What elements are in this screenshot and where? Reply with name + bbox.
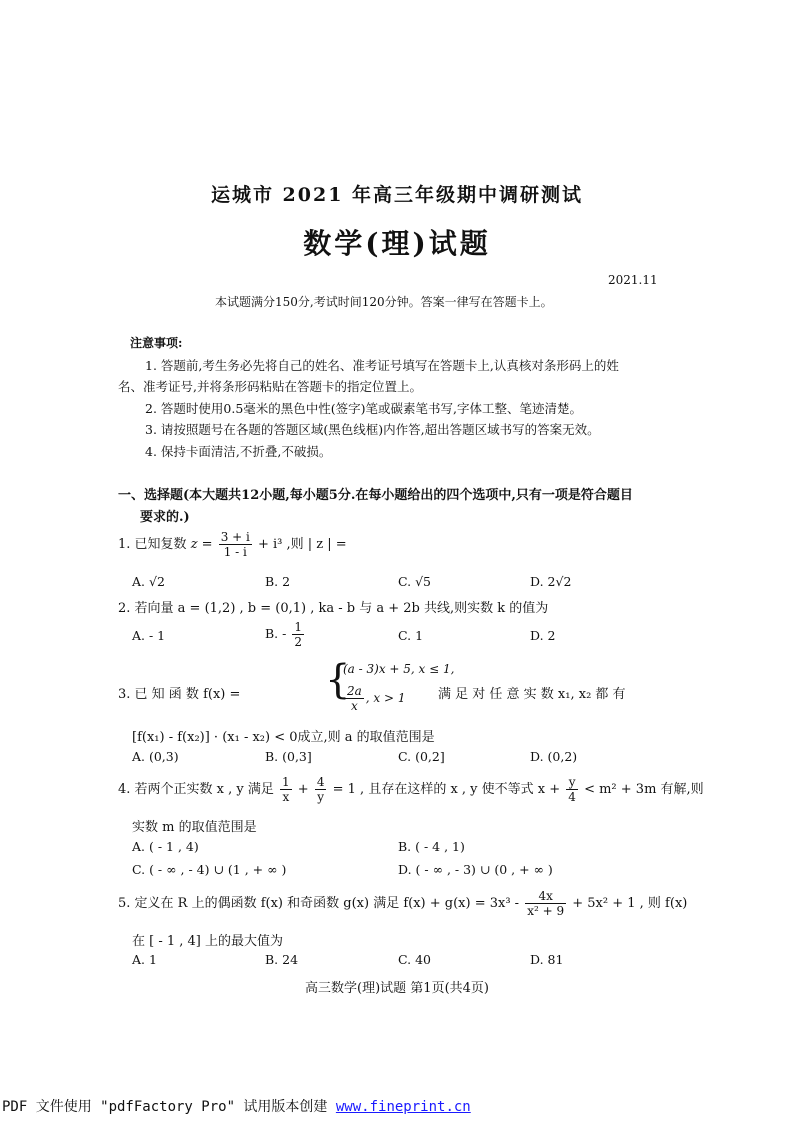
q3-piece-2: [343, 684, 406, 713]
q1-prefix: 1. 已知复数: [118, 537, 187, 552]
q3-option-a: A. (0,3): [132, 749, 179, 764]
q5-suffix: + 5x² + 1 , 则 f(x): [572, 896, 688, 911]
question-1: [118, 530, 347, 559]
q4-frac-2: [315, 775, 327, 804]
q4-option-c: C. ( - ∞ , - 4) ∪ (1 , + ∞ ): [132, 862, 287, 877]
q4-frac3-den: 4: [568, 790, 576, 804]
fineprint-link[interactable]: www.fineprint.cn: [335, 1099, 471, 1115]
q4-frac2-num: 4: [316, 775, 325, 789]
q1-suffix: + i³ ,则 | z | =: [258, 537, 347, 552]
q5-option-d: D. 81: [530, 952, 564, 967]
q4-prefix: 4. 若两个正实数 x , y 满足: [118, 782, 274, 797]
q2-option-b: [265, 620, 306, 649]
q3-piece-1: (a - 3)x + 5, x ≤ 1,: [343, 662, 455, 676]
q1-option-d: D. 2√2: [530, 574, 572, 589]
q4-option-b: B. ( - 4 , 1): [398, 839, 465, 854]
q4-frac-1: [280, 775, 292, 804]
q2-option-d: D. 2: [530, 628, 556, 643]
notice-heading: 注意事项:: [130, 336, 183, 350]
q4-mid: = 1 , 且存在这样的 x , y 使不等式 x +: [332, 782, 561, 797]
q5-fraction: [525, 889, 566, 918]
q3-piece2-suffix: , x > 1: [365, 691, 406, 705]
q3-option-b: B. (0,3]: [265, 749, 312, 764]
notice-item: 1. 答题前,考生务必先将自己的姓名、准考证号填写在答题卡上,认真核对条形码上的姓: [145, 358, 619, 373]
question-5: [118, 889, 687, 918]
pdf-note-text: PDF 文件使用 "pdfFactory Pro" 试用版本创建: [2, 1099, 336, 1115]
section-heading: 一、选择题(本大题共12小题,每小题5分.在每小题给出的四个选项中,只有一项是符合题目: [118, 488, 633, 503]
q2-option-a: A. - 1: [132, 628, 166, 643]
q1-option-a: A. √2: [132, 574, 165, 589]
exam-title: 运城市 2021 年高三年级期中调研测试: [210, 184, 584, 206]
q3-prefix: 3. 已 知 函 数 f(x) =: [118, 687, 241, 702]
q4-suffix: < m² + 3m 有解,则: [584, 782, 704, 797]
q1-frac-num: 3 + i: [220, 530, 250, 544]
notice-item: 名、准考证号,并将条形码粘贴在答题卡的指定位置上。: [118, 379, 422, 394]
q4-frac2-den: y: [317, 790, 325, 804]
section-heading-cont: 要求的.): [140, 510, 190, 525]
q2-optb-den: 2: [294, 635, 302, 649]
q3-suffix: 满 足 对 任 意 实 数 x₁, x₂ 都 有: [438, 687, 626, 702]
q4-frac-3: [566, 775, 578, 804]
q4-plus: +: [297, 782, 309, 797]
q3-piece2-fraction: [345, 684, 364, 713]
exam-date: 2021.11: [608, 273, 658, 287]
q1-fraction: [219, 530, 252, 559]
q1-z: z =: [190, 537, 213, 552]
q2-optb-prefix: B. -: [265, 626, 287, 641]
q5-option-a: A. 1: [132, 952, 157, 967]
q5-frac-num: 4x: [525, 889, 566, 904]
q3-condition: [f(x₁) - f(x₂)] · (x₁ - x₂) < 0成立,则 a 的取值范围是: [132, 730, 435, 745]
q4-frac1-num: 1: [282, 775, 290, 789]
q5-line2: 在 [ - 1 , 4] 上的最大值为: [132, 934, 284, 949]
notice-item: 3. 请按照题号在各题的答题区域(黑色线框)内作答,超出答题区域书写的答案无效。: [145, 422, 600, 437]
notice-item: 2. 答题时使用0.5毫米的黑色中性(签字)笔或碳素笔书写,字体工整、笔迹清楚。: [145, 401, 583, 416]
question-2: 2. 若向量 a = (1,2) , b = (0,1) , ka - b 与 a + 2b 共线,则实数 k 的值为: [118, 601, 549, 616]
q2-optb-num: 1: [294, 620, 302, 634]
q5-prefix: 5. 定义在 R 上的偶函数 f(x) 和奇函数 g(x) 满足 f(x) + g(x) = 3x³ -: [118, 896, 520, 911]
exam-subject-title: 数学(理)试题: [303, 227, 491, 260]
q5-option-b: B. 24: [265, 952, 299, 967]
q3-option-d: D. (0,2): [530, 749, 578, 764]
q4-option-d: D. ( - ∞ , - 3) ∪ (0 , + ∞ ): [398, 862, 553, 877]
q3-brace: {: [325, 657, 351, 703]
q2-optb-fraction: [292, 620, 304, 649]
q4-option-a: A. ( - 1 , 4): [132, 839, 199, 854]
q4-frac3-num: y: [566, 775, 578, 790]
q3-piece2-num: 2a: [347, 684, 362, 698]
pdf-creator-note: [2, 1096, 471, 1116]
q3-piece2-den: x: [351, 699, 358, 713]
question-4: [118, 775, 704, 804]
q4-line2: 实数 m 的取值范围是: [132, 820, 257, 835]
q1-frac-den: 1 - i: [223, 545, 247, 559]
q1-option-b: B. 2: [265, 574, 291, 589]
q3-option-c: C. (0,2]: [398, 749, 445, 764]
notice-item: 4. 保持卡面清洁,不折叠,不破损。: [145, 444, 332, 459]
q2-option-c: C. 1: [398, 628, 424, 643]
q1-option-c: C. √5: [398, 574, 431, 589]
q4-frac1-den: x: [282, 790, 290, 804]
q5-frac-den: x² + 9: [527, 904, 565, 918]
exam-intro: 本试题满分150分,考试时间120分钟。答案一律写在答题卡上。: [215, 295, 553, 309]
q5-option-c: C. 40: [398, 952, 431, 967]
page-footer: 高三数学(理)试题 第1页(共4页): [305, 981, 489, 996]
